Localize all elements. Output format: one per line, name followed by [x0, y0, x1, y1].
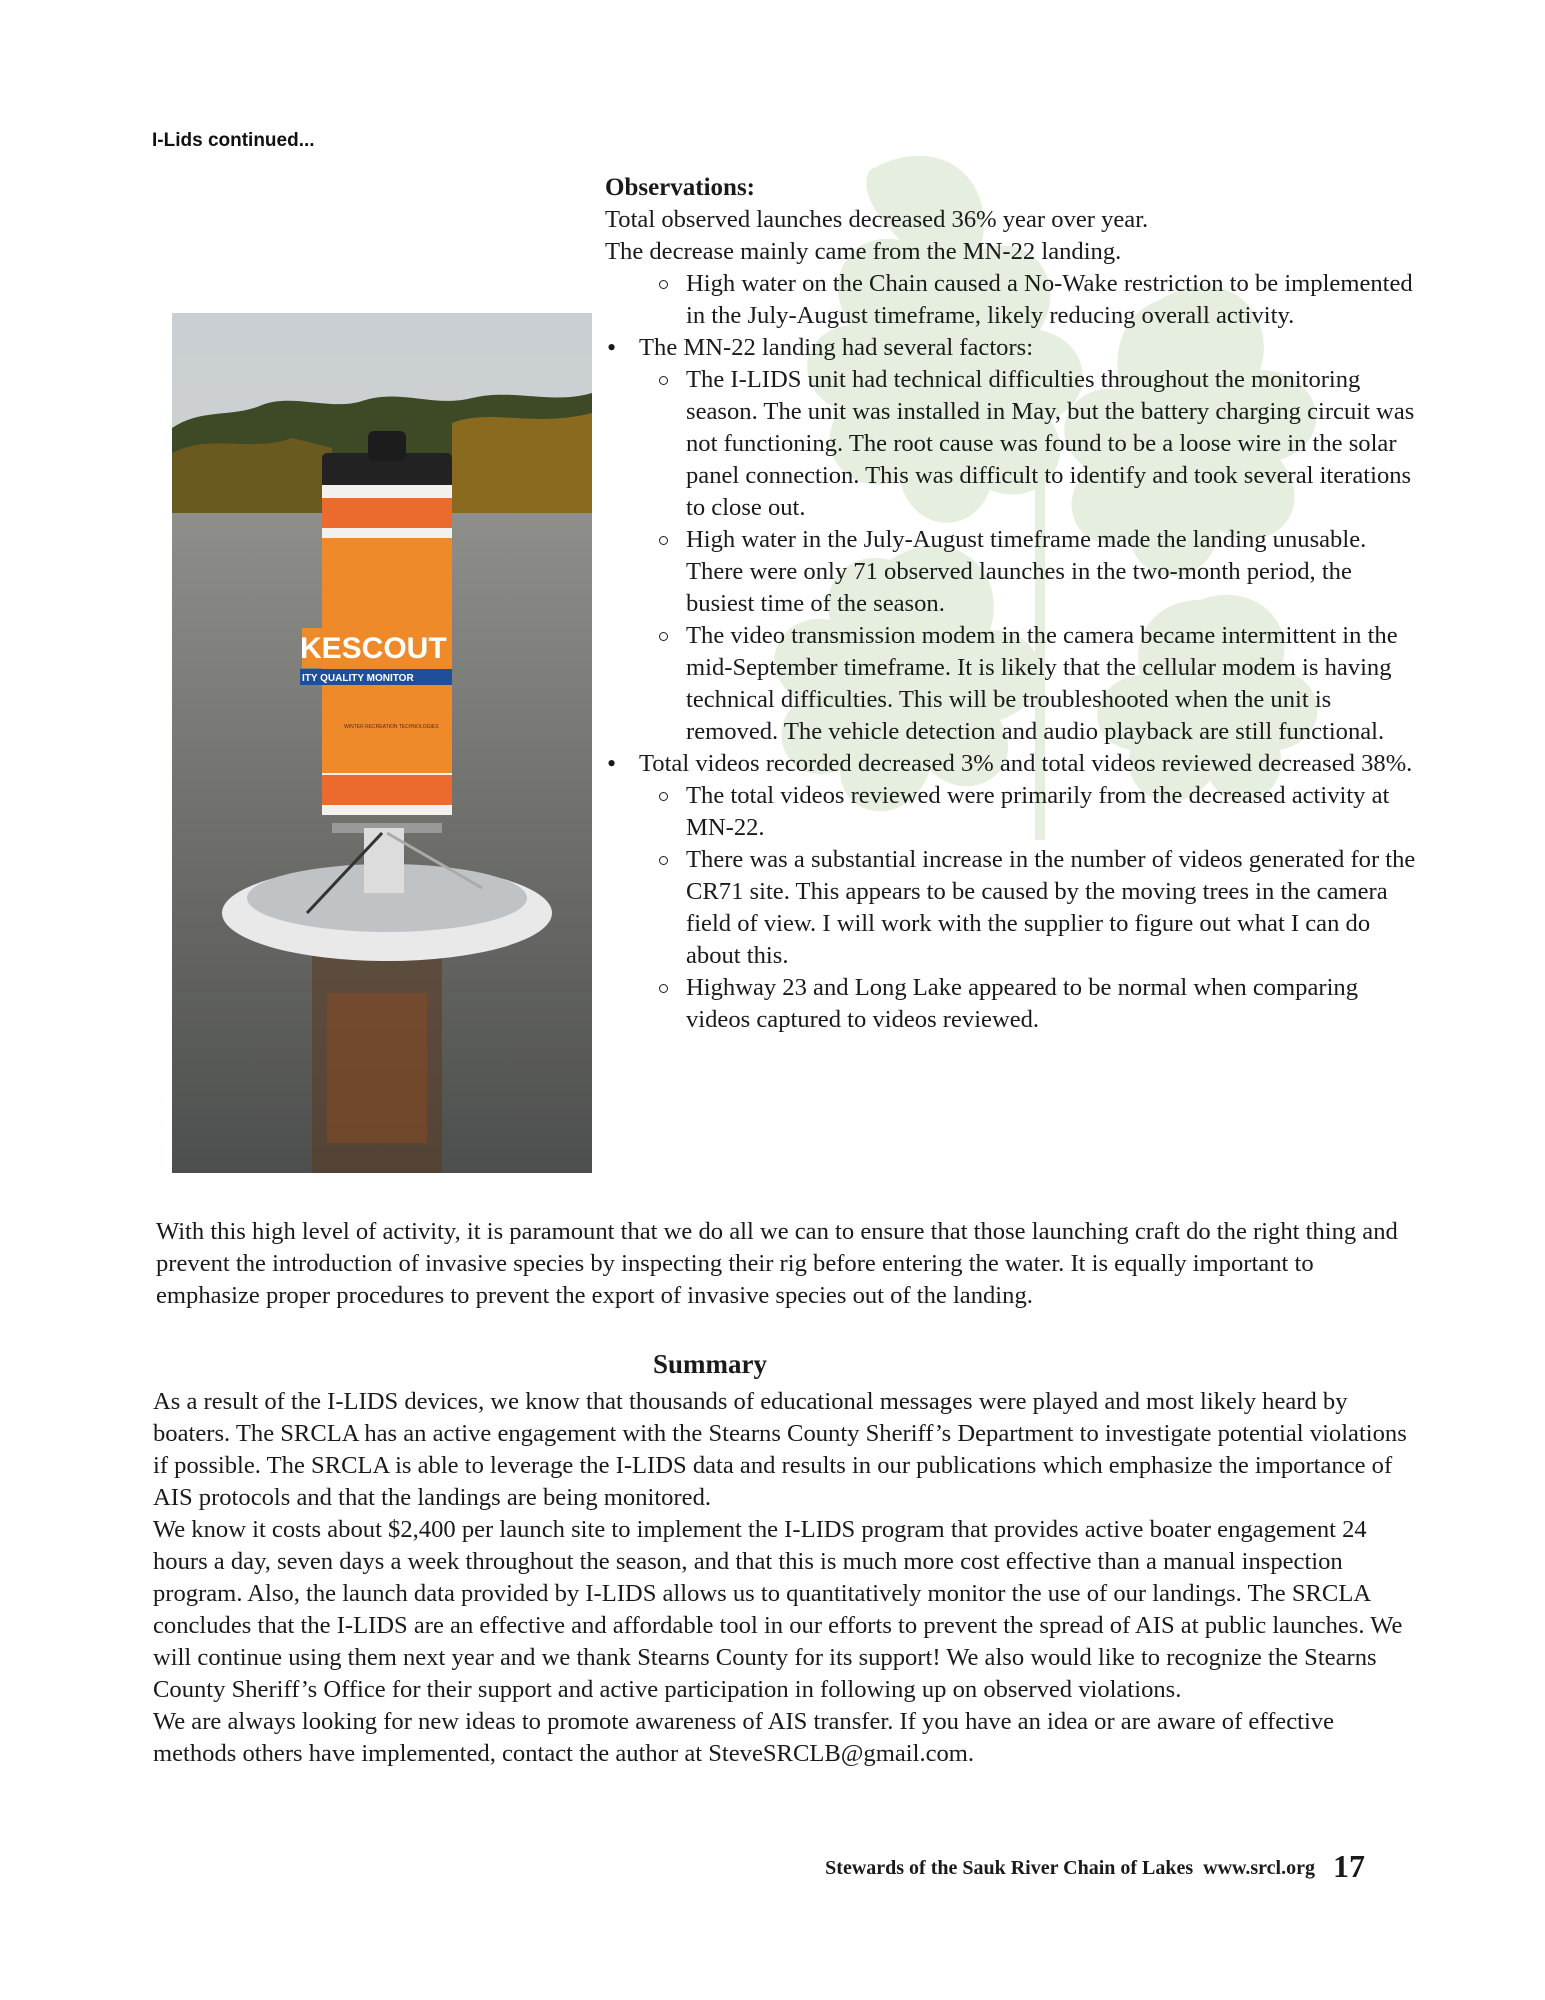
bullet-text: The MN-22 landing had several factors:	[639, 334, 1034, 361]
buoy-monitor-photo	[172, 313, 592, 1173]
list-item: The I-LIDS unit had technical difficulties throughout the monitoring season. The unit was installed in May, but the battery charging circuit was not functioning. The root cause was found to be a loose wire in the solar panel connection. This was difficult to identify and took several iterations to close out.	[639, 364, 1425, 524]
page-number: 17	[1333, 1848, 1365, 1884]
page-footer	[825, 1848, 1365, 1885]
section-continued-label: I-Lids continued...	[152, 130, 315, 151]
list-item: The video transmission modem in the camera became intermittent in the mid-September timeframe. It is likely that the cellular modem is having technical difficulties. This will be troubleshooted when the unit is removed. The vehicle detection and audio playback are still functional.	[639, 620, 1425, 748]
observations-intro-1: Total observed launches decreased 36% year over year.	[605, 206, 1149, 233]
list-item: Highway 23 and Long Lake appeared to be normal when comparing videos captured to videos reviewed.	[639, 972, 1425, 1036]
list-item	[605, 332, 1425, 748]
list-item: High water on the Chain caused a No-Wake restriction to be implemented in the July-August timeframe, likely reducing overall activity.	[605, 268, 1425, 332]
summary-paragraph: We are always looking for new ideas to promote awareness of AIS transfer. If you have an idea or are aware of effective methods others have implemented, contact the author at SteveSRCLB@gmail.com.	[153, 1708, 1334, 1767]
buoy-maker-text: WINTER RECREATION TECHNOLOGIES	[344, 724, 439, 730]
bullet-text: Total videos recorded decreased 3% and total videos reviewed decreased 38%.	[639, 750, 1413, 777]
summary-paragraph: As a result of the I-LIDS devices, we know that thousands of educational messages were played and most likely heard by boaters. The SRCLA has an active engagement with the Stearns County Sheriff’s Department to investigate potential violations if possible. The SRCLA is able to leverage the I-LIDS data and results in our publications which emphasize the importance of AIS protocols and that the landings are being monitored.	[153, 1388, 1407, 1511]
footer-text: Stewards of the Sauk River Chain of Lakes www.srcl.org	[825, 1857, 1315, 1879]
summary-title: Summary	[653, 1349, 767, 1379]
summary-section	[153, 1386, 1423, 1770]
activity-paragraph: With this high level of activity, it is paramount that we do all we can to ensure that those launching craft do the right thing and prevent the introduction of invasive species by inspecting their rig before entering the water. It is equally important to emphasize proper procedures to prevent the export of invasive species out of the landing.	[156, 1218, 1398, 1309]
summary-paragraph: We know it costs about $2,400 per launch site to implement the I-LIDS program that provides active boater engagement 24 hours a day, seven days a week throughout the season, and that this is much more cost effective than a manual inspection program. Also, the launch data provided by I-LIDS allows us to quantitatively monitor the use of our landings. The SRCLA concludes that the I-LIDS are an effective and affordable tool in our efforts to prevent the spread of AIS at public launches. We will continue using them next year and we thank Stearns County for its support! We also would like to recognize the Stearns County Sheriff’s Office for their support and active participation in following up on observed violations.	[153, 1516, 1403, 1703]
list-item: There was a substantial increase in the number of videos generated for the CR71 site. This appears to be caused by the moving trees in the camera field of view. I will work with the supplier to figure out what I can do about this.	[639, 844, 1425, 972]
list-item: High water in the July-August timeframe made the landing unusable. There were only 71 observed launches in the two-month period, the busiest time of the season.	[639, 524, 1425, 620]
observations-title: Observations:	[605, 174, 755, 201]
buoy-brand-text: KESCOUT	[300, 632, 447, 665]
observations-section	[605, 172, 1425, 1036]
list-item: The total videos reviewed were primarily from the decreased activity at MN-22.	[639, 780, 1425, 844]
list-item	[605, 748, 1425, 1036]
observations-intro-2: The decrease mainly came from the MN-22 landing.	[605, 238, 1122, 265]
buoy-subtitle-text: ITY QUALITY MONITOR	[302, 673, 414, 684]
